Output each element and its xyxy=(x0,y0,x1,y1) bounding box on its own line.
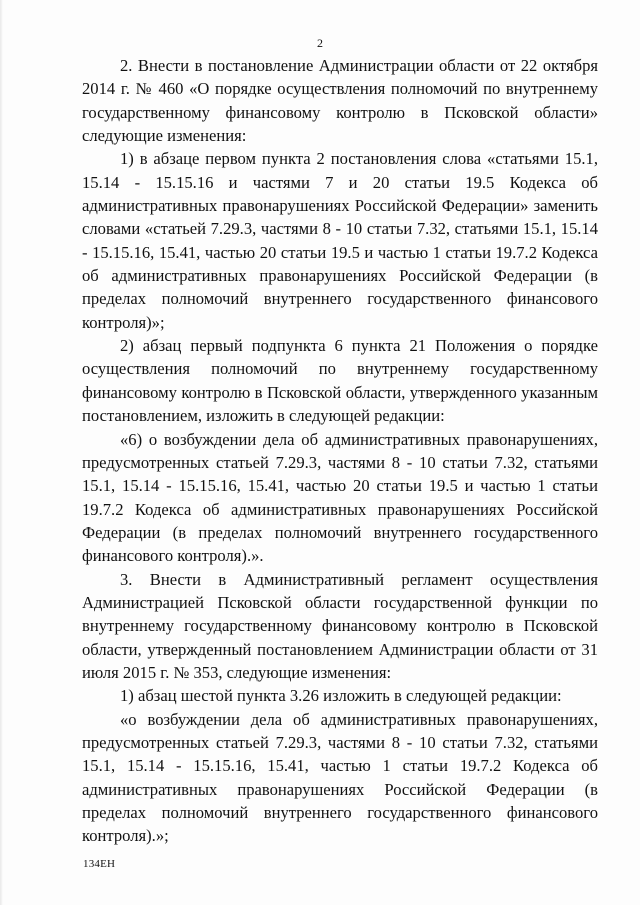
paragraph-subitem-2-2: 2) абзац первый подпункта 6 пункта 21 Положения о порядке осуществления полномочий по внутреннему государственному финансовому контролю в Псковской области, утвержденного указанным постановлением, изложить в следующей редакции: xyxy=(82,336,598,426)
paragraph-quote-6: «6) о возбуждении дела об административных правонарушениях, предусмотренных статьей 7.29.3, частями 8 - 10 статьи 7.32, статьями 15.1, 15.14 - 15.15.16, 15.41, частью 20 статьи 19.5 и частью 1 статьи 19.7.2 Кодекса об административных правонарушениях Российской Федерации (в пределах полномочий внутреннего государственного финансового контроля).». xyxy=(82,429,598,566)
document-body xyxy=(82,54,598,848)
document-footer-code: 134ЕН xyxy=(83,858,116,870)
paragraph-item-2: 2. Внести в постановление Администрации области от 22 октября 2014 г. № 460 «О порядке осуществления полномочий по внутреннему государственному финансовому контролю в Псковской области» следующие изменения: xyxy=(82,56,598,146)
paragraph-quote-3-26: «о возбуждении дела об административных правонарушениях, предусмотренных статьей 7.29.3, частями 8 - 10 статьи 7.32, статьями 15.1, 15.14 - 15.15.16, 15.41, частью 1 статьи 19.7.2 Кодекса об административных правонарушениях Российской Федерации (в пределах полномочий внутреннего государственного финансового контроля).»; xyxy=(82,709,598,846)
page-number: 2 xyxy=(317,36,323,50)
paragraph-item-3: 3. Внести в Административный регламент осуществления Администрацией Псковской области государственной функции по внутреннему государственному финансовому контролю в Псковской области, утвержденный постановлением Администрации области от 31 июля 2015 г. № 353, следующие изменения: xyxy=(82,569,598,682)
paragraph-subitem-3-1: 1) абзац шестой пункта 3.26 изложить в следующей редакции: xyxy=(120,686,562,706)
scan-edge-shadow xyxy=(0,0,3,905)
paragraph-subitem-2-1: 1) в абзаце первом пункта 2 постановления слова «статьями 15.1, 15.14 - 15.15.16 и частями 7 и 20 статьи 19.5 Кодекса об административных правонарушениях Российской Федерации» заменить словами «статьей 7.29.3, частями 8 - 10 статьи 7.32, статьями 15.1, 15.14 - 15.15.16, 15.41, частью 20 статьи 19.5 и частью 1 статьи 19.7.2 Кодекса об административных правонарушениях Российской Федерации (в пределах полномочий внутреннего государственного финансового контроля)»; xyxy=(82,149,598,332)
